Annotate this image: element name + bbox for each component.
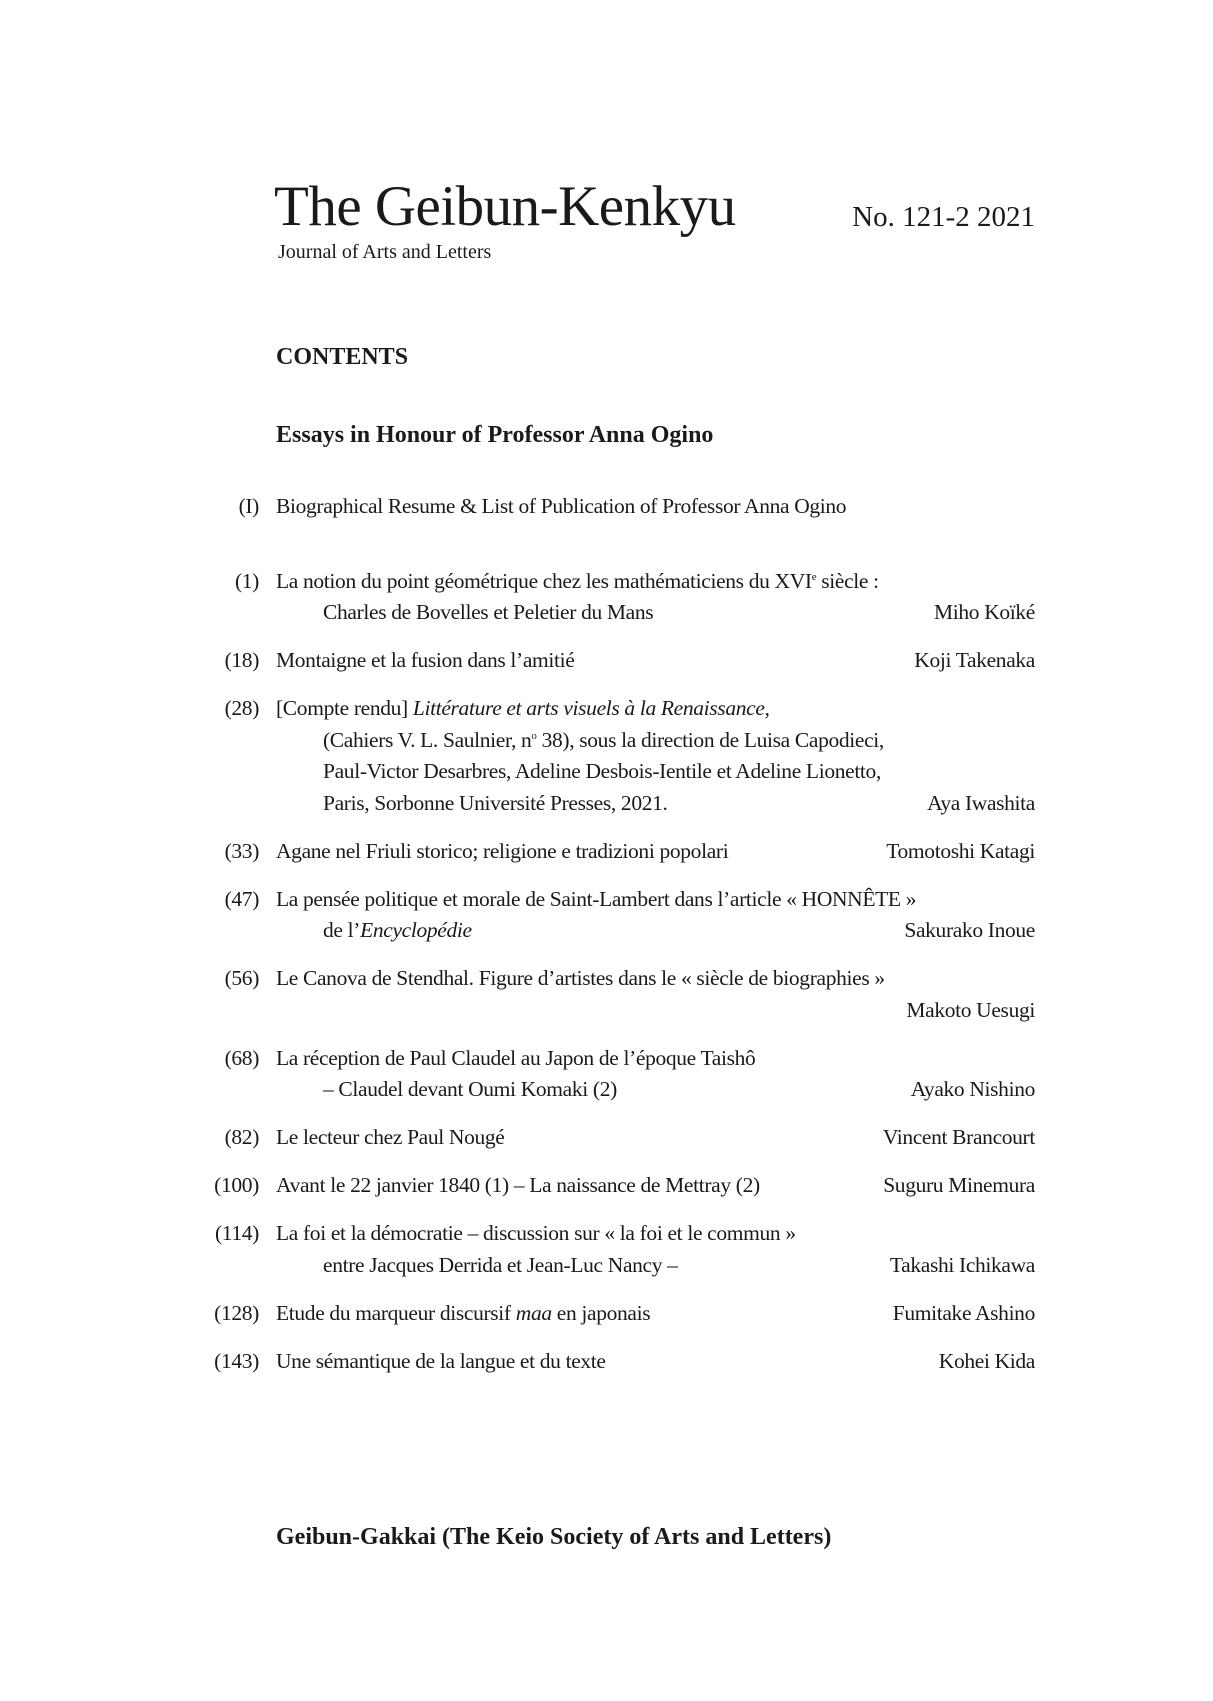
text-segment: Le lecteur chez Paul Nougé xyxy=(276,1125,505,1149)
entry-author: Tomotoshi Katagi xyxy=(886,838,1035,863)
entry-title xyxy=(276,1346,606,1378)
text-segment: 38), sous la direction de Luisa Capodieci, xyxy=(536,727,884,752)
text-segment: Paul-Victor Desarbres, Adeline Desbois-Ientile et Adeline Lionetto, xyxy=(323,759,881,783)
entry-author: Makoto Uesugi xyxy=(906,997,1035,1022)
page-number: (28) xyxy=(224,696,259,720)
table-of-contents xyxy=(0,491,1213,1394)
toc-line xyxy=(0,915,1213,947)
text-segment: Charles de Bovelles et Peletier du Mans xyxy=(323,600,654,624)
toc-entry xyxy=(0,1346,1213,1378)
toc-entry xyxy=(0,566,1213,629)
text-segment: Etude du marqueur discursif xyxy=(276,1300,516,1325)
text-segment: en japonais xyxy=(551,1300,651,1325)
toc-entry xyxy=(0,645,1213,677)
italic-text: Littérature et arts visuels à la Renaissance xyxy=(412,696,765,720)
toc-entry xyxy=(0,693,1213,819)
italic-text: Encyclopédie xyxy=(360,918,472,942)
entry-author: Fumitake Ashino xyxy=(892,1300,1035,1325)
entry-title xyxy=(276,645,574,677)
toc-line xyxy=(0,884,1213,916)
superscript: e xyxy=(811,570,817,583)
page-number: (1) xyxy=(234,568,259,593)
toc-line xyxy=(0,693,1213,725)
text-segment: Avant le 22 janvier 1840 (1) – La naissance de Mettray (2) xyxy=(276,1173,760,1197)
entry-title xyxy=(276,1043,755,1075)
text-segment: , xyxy=(764,696,770,720)
entry-title xyxy=(323,1074,617,1106)
toc-line xyxy=(0,1346,1213,1378)
text-segment: La pensée politique et morale de Saint-Lambert dans l’article « HONNÊTE » xyxy=(276,886,917,911)
toc-line xyxy=(0,963,1213,995)
toc-line xyxy=(0,1298,1213,1330)
text-segment: (Cahiers V. L. Saulnier, n xyxy=(323,727,532,752)
publisher-footer: Geibun-Gakkai (The Keio Society of Arts and Letters) xyxy=(276,1524,832,1550)
contents-heading: CONTENTS xyxy=(276,344,409,370)
text-segment: [Compte rendu] xyxy=(276,696,413,720)
entry-author: Vincent Brancourt xyxy=(882,1125,1035,1149)
text-segment: La foi et la démocratie – discussion sur « la foi et le commun » xyxy=(276,1221,796,1245)
text-segment: Agane nel Friuli storico; religione e tradizioni popolari xyxy=(276,838,729,863)
page-number: (82) xyxy=(224,1125,259,1149)
toc-line xyxy=(0,491,1213,523)
page-number: (47) xyxy=(224,886,259,911)
entry-title xyxy=(323,915,472,947)
entry-title xyxy=(323,725,884,757)
toc-line xyxy=(0,566,1213,598)
toc-line xyxy=(0,597,1213,629)
toc-line xyxy=(0,725,1213,757)
text-segment: entre Jacques Derrida et Jean-Luc Nancy – xyxy=(323,1252,678,1277)
page-number: (33) xyxy=(224,838,259,863)
page-number: (I) xyxy=(238,494,259,518)
page-number: (100) xyxy=(214,1173,259,1197)
toc-line xyxy=(0,1218,1213,1250)
entry-title xyxy=(276,1298,650,1330)
text-segment: La notion du point géométrique chez les mathématiciens du XVI xyxy=(276,568,812,593)
toc-line xyxy=(0,995,1213,1027)
entry-title xyxy=(323,756,881,788)
toc-line xyxy=(0,1122,1213,1154)
toc-entry xyxy=(0,963,1213,1026)
toc-entry xyxy=(0,491,1213,523)
entry-title xyxy=(276,963,885,995)
entry-author: Takashi Ichikawa xyxy=(889,1252,1035,1277)
toc-line xyxy=(0,1043,1213,1075)
entry-title xyxy=(323,1250,678,1282)
entry-title xyxy=(276,491,846,523)
entry-author: Sakurako Inoue xyxy=(904,918,1035,942)
page-number: (128) xyxy=(214,1300,259,1325)
entry-author: Kohei Kida xyxy=(938,1348,1035,1373)
entry-author: Koji Takenaka xyxy=(914,648,1035,672)
entry-author: Miho Koïké xyxy=(933,600,1035,624)
text-segment: Une sémantique de la langue et du texte xyxy=(276,1348,606,1373)
text-segment: Montaigne et la fusion dans l’amitié xyxy=(276,648,575,672)
toc-line xyxy=(0,756,1213,788)
journal-title: The Geibun-Kenkyu xyxy=(274,175,736,238)
toc-entry xyxy=(0,1043,1213,1106)
entry-title xyxy=(323,597,653,629)
toc-line xyxy=(0,836,1213,868)
entry-title xyxy=(276,1122,504,1154)
page-number: (114) xyxy=(214,1221,259,1245)
text-segment: La réception de Paul Claudel au Japon de l’époque Taishô xyxy=(276,1045,756,1070)
toc-line xyxy=(0,1250,1213,1282)
entry-title xyxy=(276,836,728,868)
text-segment: – Claudel devant Oumi Komaki (2) xyxy=(323,1077,617,1101)
entry-title xyxy=(276,884,916,916)
entry-title xyxy=(276,1170,760,1202)
toc-entry xyxy=(0,884,1213,947)
page-number: (68) xyxy=(224,1045,259,1070)
text-segment: de l’ xyxy=(323,918,361,942)
toc-entry xyxy=(0,1170,1213,1202)
journal-subtitle: Journal of Arts and Letters xyxy=(278,241,492,263)
superscript: o xyxy=(531,729,537,742)
text-segment: Biographical Resume & List of Publication of Professor Anna Ogino xyxy=(276,494,847,518)
entry-title xyxy=(323,788,668,820)
text-segment: Paris, Sorbonne Université Presses, 2021. xyxy=(323,790,668,815)
toc-line xyxy=(0,1074,1213,1106)
toc-line xyxy=(0,788,1213,820)
toc-entry xyxy=(0,836,1213,868)
toc-entry xyxy=(0,1122,1213,1154)
entry-title xyxy=(276,693,770,725)
page-number: (56) xyxy=(224,966,259,990)
entry-author: Ayako Nishino xyxy=(910,1077,1035,1101)
toc-line xyxy=(0,645,1213,677)
section-heading: Essays in Honour of Professor Anna Ogino xyxy=(276,422,714,448)
toc-entry xyxy=(0,1298,1213,1330)
italic-text: maa xyxy=(515,1300,552,1325)
page-number: (18) xyxy=(224,648,259,672)
text-segment: Le Canova de Stendhal. Figure d’artistes dans le « siècle de biographies » xyxy=(276,966,885,990)
entry-author: Aya Iwashita xyxy=(927,790,1035,815)
issue-number: No. 121-2 2021 xyxy=(852,201,1035,233)
page-number: (143) xyxy=(214,1348,259,1373)
toc-entry xyxy=(0,1218,1213,1281)
entry-title xyxy=(276,566,879,598)
toc-line xyxy=(0,1170,1213,1202)
text-segment: siècle : xyxy=(816,568,879,593)
entry-author: Suguru Minemura xyxy=(883,1173,1035,1197)
entry-title xyxy=(276,1218,796,1250)
